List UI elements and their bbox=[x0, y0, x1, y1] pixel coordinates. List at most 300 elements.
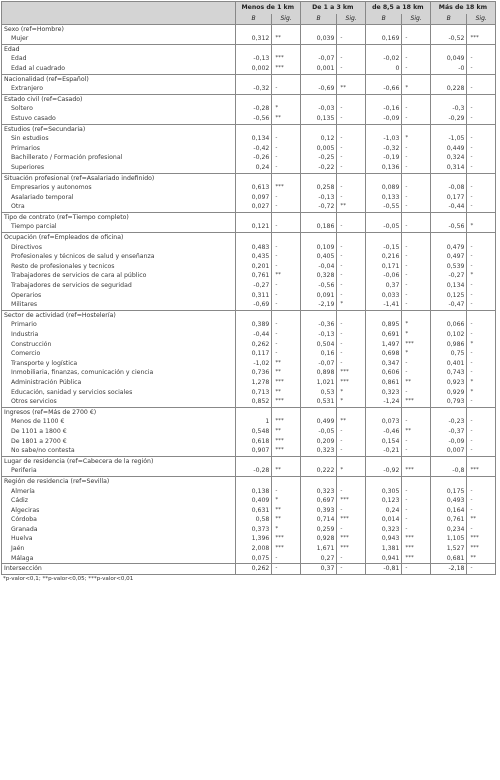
significance-cell: * bbox=[272, 104, 300, 114]
empty-cell bbox=[430, 407, 467, 417]
section-label: Tipo de contrato (ref=Tiempo completo) bbox=[2, 212, 236, 222]
empty-cell bbox=[300, 124, 337, 134]
significance-cell: ** bbox=[467, 554, 496, 564]
significance-cell: - bbox=[467, 487, 496, 497]
coefficient-cell: -0,47 bbox=[430, 300, 467, 310]
empty-cell bbox=[300, 44, 337, 54]
coefficient-cell: -0,08 bbox=[430, 183, 467, 193]
significance-cell: - bbox=[337, 163, 365, 173]
significance-cell: - bbox=[402, 300, 430, 310]
coefficient-cell: 0,177 bbox=[430, 193, 467, 203]
coefficient-cell: 0,123 bbox=[365, 496, 402, 506]
significance-cell: - bbox=[272, 252, 300, 262]
table-row bbox=[2, 525, 496, 535]
coefficient-cell: 0,039 bbox=[300, 34, 337, 44]
coefficient-cell: -0,02 bbox=[365, 54, 402, 64]
coefficient-cell: 0,37 bbox=[300, 564, 337, 575]
significance-cell: - bbox=[272, 134, 300, 144]
significance-cell: - bbox=[337, 153, 365, 163]
coefficient-cell: -0,23 bbox=[430, 417, 467, 427]
variable-label: Industria bbox=[11, 331, 39, 338]
significance-cell: - bbox=[272, 330, 300, 340]
empty-cell bbox=[272, 212, 300, 222]
table-row bbox=[2, 368, 496, 378]
variable-label: Córdoba bbox=[11, 516, 37, 524]
coefficient-cell: 0,618 bbox=[235, 437, 272, 447]
significance-cell: - bbox=[402, 144, 430, 154]
coefficient-cell: 0,743 bbox=[430, 368, 467, 378]
significance-cell: - bbox=[337, 487, 365, 497]
significance-cell: - bbox=[337, 271, 365, 281]
significance-cell: - bbox=[272, 554, 300, 564]
coefficient-cell: -0,3 bbox=[430, 104, 467, 114]
table-row bbox=[2, 144, 496, 154]
empty-cell bbox=[272, 24, 300, 34]
coefficient-cell: 0,262 bbox=[235, 340, 272, 350]
variable-label: Edad bbox=[11, 55, 27, 63]
significance-cell: - bbox=[467, 193, 496, 203]
coefficient-cell: 0,164 bbox=[430, 506, 467, 516]
coefficient-cell: 0,405 bbox=[300, 252, 337, 262]
table-row bbox=[2, 446, 496, 456]
section-label: Región de residencia (ref=Sevilla) bbox=[2, 476, 236, 486]
empty-cell bbox=[337, 476, 365, 486]
variable-label: Granada bbox=[11, 525, 38, 533]
coefficient-cell: 0,027 bbox=[235, 202, 272, 212]
significance-cell: - bbox=[337, 34, 365, 44]
empty-cell bbox=[402, 94, 430, 104]
coefficient-cell: -0,36 bbox=[300, 320, 337, 330]
coefficient-cell: 0,305 bbox=[365, 487, 402, 497]
variable-label: Operarios bbox=[11, 291, 42, 299]
coefficient-cell: 1,105 bbox=[430, 534, 467, 544]
variable-label: Otros servicios bbox=[11, 398, 57, 406]
coefficient-cell: 0,923 bbox=[430, 378, 467, 388]
coefficient-cell: -0,26 bbox=[235, 153, 272, 163]
empty-cell bbox=[235, 74, 272, 84]
empty-cell bbox=[430, 124, 467, 134]
empty-cell bbox=[402, 456, 430, 466]
subheader-sig: Sig. bbox=[402, 14, 430, 24]
coefficient-cell: -0,22 bbox=[300, 163, 337, 173]
variable-label: No sabe/no contesta bbox=[11, 447, 75, 455]
empty-cell bbox=[235, 233, 272, 243]
coefficient-cell: 0,347 bbox=[365, 359, 402, 369]
significance-cell: - bbox=[337, 359, 365, 369]
section-label: Ocupación (ref=Empleados de oficina) bbox=[2, 233, 236, 243]
significance-cell: *** bbox=[272, 183, 300, 193]
significance-cell: - bbox=[337, 320, 365, 330]
empty-cell bbox=[430, 310, 467, 320]
coefficient-cell: 0,314 bbox=[430, 163, 467, 173]
significance-cell: - bbox=[402, 564, 430, 575]
coefficient-cell: 0,097 bbox=[235, 193, 272, 203]
section-label: Lugar de residencia (ref=Cabecera de la región) bbox=[2, 456, 236, 466]
empty-cell bbox=[365, 44, 402, 54]
coefficient-cell: -0,21 bbox=[365, 446, 402, 456]
subheader-b: B bbox=[300, 14, 337, 24]
significance-cell: - bbox=[467, 368, 496, 378]
variable-label: Soltero bbox=[11, 105, 33, 113]
coefficient-cell: 0,049 bbox=[430, 54, 467, 64]
variable-label: Administración Pública bbox=[11, 378, 82, 386]
variable-label: Trabajadores de servicios de seguridad bbox=[11, 282, 132, 290]
significance-cell: *** bbox=[337, 534, 365, 544]
significance-cell: - bbox=[337, 446, 365, 456]
header-col-4: Más de 18 km bbox=[430, 2, 495, 15]
coefficient-cell: 0,713 bbox=[235, 388, 272, 398]
empty-cell bbox=[300, 310, 337, 320]
empty-cell bbox=[235, 24, 272, 34]
coefficient-cell: 0,531 bbox=[300, 397, 337, 407]
significance-cell: *** bbox=[402, 554, 430, 564]
coefficient-cell: 0,24 bbox=[365, 506, 402, 516]
empty-cell bbox=[430, 24, 467, 34]
coefficient-cell: -0,25 bbox=[300, 153, 337, 163]
significance-cell: - bbox=[402, 114, 430, 124]
subheader-b: B bbox=[365, 14, 402, 24]
coefficient-cell: -0,55 bbox=[365, 202, 402, 212]
significance-cell: - bbox=[402, 515, 430, 525]
coefficient-cell: 0,75 bbox=[430, 349, 467, 359]
significance-cell: - bbox=[467, 397, 496, 407]
coefficient-cell: 1,497 bbox=[365, 340, 402, 350]
coefficient-cell: 0,259 bbox=[300, 525, 337, 535]
empty-cell bbox=[300, 24, 337, 34]
table-header bbox=[2, 2, 496, 25]
coefficient-cell: -0,13 bbox=[300, 193, 337, 203]
empty-cell bbox=[337, 310, 365, 320]
coefficient-cell: -0,28 bbox=[235, 104, 272, 114]
empty-cell bbox=[300, 456, 337, 466]
empty-cell bbox=[337, 173, 365, 183]
variable-label: Estuvo casado bbox=[11, 114, 56, 122]
significance-cell: - bbox=[467, 134, 496, 144]
significance-cell: - bbox=[272, 202, 300, 212]
coefficient-cell: -0,13 bbox=[300, 330, 337, 340]
coefficient-cell: 0,323 bbox=[365, 525, 402, 535]
empty-cell bbox=[235, 476, 272, 486]
coefficient-cell: 0,186 bbox=[300, 222, 337, 232]
significance-cell: *** bbox=[272, 378, 300, 388]
subheader-sig: Sig. bbox=[467, 14, 496, 24]
variable-label: De 1801 a 2700 € bbox=[11, 437, 67, 445]
significance-cell: - bbox=[337, 193, 365, 203]
significance-cell: *** bbox=[467, 34, 496, 44]
coefficient-cell: 0,075 bbox=[235, 554, 272, 564]
significance-cell: - bbox=[402, 243, 430, 253]
empty-cell bbox=[337, 74, 365, 84]
significance-cell: - bbox=[272, 564, 300, 575]
empty-cell bbox=[402, 310, 430, 320]
table-row bbox=[2, 330, 496, 340]
empty-cell bbox=[467, 124, 496, 134]
significance-cell: *** bbox=[272, 417, 300, 427]
coefficient-cell: 0,409 bbox=[235, 496, 272, 506]
significance-cell: ** bbox=[272, 506, 300, 516]
significance-cell: - bbox=[467, 54, 496, 64]
coefficient-cell: 0,714 bbox=[300, 515, 337, 525]
significance-cell: ** bbox=[272, 427, 300, 437]
coefficient-cell: -0,72 bbox=[300, 202, 337, 212]
significance-cell: ** bbox=[272, 34, 300, 44]
section-label: Edad bbox=[2, 44, 236, 54]
empty-cell bbox=[467, 24, 496, 34]
significance-cell: ** bbox=[272, 271, 300, 281]
table-row bbox=[2, 544, 496, 554]
empty-cell bbox=[402, 407, 430, 417]
coefficient-cell: 0,138 bbox=[235, 487, 272, 497]
variable-label: Cádiz bbox=[11, 497, 29, 505]
significance-cell: - bbox=[337, 427, 365, 437]
coefficient-cell: 0,033 bbox=[365, 291, 402, 301]
section-label: Estado civil (ref=Casado) bbox=[2, 94, 236, 104]
significance-cell: *** bbox=[272, 446, 300, 456]
coefficient-cell: -0,37 bbox=[430, 427, 467, 437]
table-row bbox=[2, 193, 496, 203]
significance-cell: *** bbox=[402, 397, 430, 407]
significance-cell: - bbox=[402, 281, 430, 291]
significance-cell: - bbox=[272, 262, 300, 272]
significance-cell: ** bbox=[337, 202, 365, 212]
variable-label: Primario bbox=[11, 321, 37, 329]
significance-cell: - bbox=[337, 564, 365, 575]
variable-label: Bachillerato / Formación profesional bbox=[11, 154, 123, 162]
significance-cell: - bbox=[467, 300, 496, 310]
significance-cell: - bbox=[337, 64, 365, 74]
significance-cell: - bbox=[467, 163, 496, 173]
section-row bbox=[2, 407, 496, 417]
significance-cell: - bbox=[272, 487, 300, 497]
variable-label: Inmobiliaria, finanzas, comunicación y ciencia bbox=[11, 369, 154, 377]
significance-cell: ** bbox=[272, 359, 300, 369]
empty-cell bbox=[337, 407, 365, 417]
significance-cell: - bbox=[467, 281, 496, 291]
empty-cell bbox=[272, 94, 300, 104]
coefficient-cell: -0,56 bbox=[430, 222, 467, 232]
coefficient-cell: -0,27 bbox=[235, 281, 272, 291]
coefficient-cell: 0,373 bbox=[235, 525, 272, 535]
empty-cell bbox=[430, 94, 467, 104]
coefficient-cell: -0,56 bbox=[300, 281, 337, 291]
coefficient-cell: 0,37 bbox=[365, 281, 402, 291]
coefficient-cell: 0,691 bbox=[365, 330, 402, 340]
coefficient-cell: -0,44 bbox=[430, 202, 467, 212]
table-row bbox=[2, 378, 496, 388]
table-row bbox=[2, 291, 496, 301]
significance-cell: - bbox=[337, 243, 365, 253]
empty-cell bbox=[337, 24, 365, 34]
empty-cell bbox=[467, 212, 496, 222]
significance-cell: - bbox=[467, 64, 496, 74]
empty-cell bbox=[430, 44, 467, 54]
significance-cell: - bbox=[337, 437, 365, 447]
variable-label: Directivos bbox=[11, 243, 42, 251]
variable-label: Educación, sanidad y servicios sociales bbox=[11, 388, 133, 396]
coefficient-cell: 0,001 bbox=[300, 64, 337, 74]
variable-label: Profesionales y técnicos de salud y enseñanza bbox=[11, 253, 155, 261]
significance-cell: - bbox=[402, 252, 430, 262]
significance-cell: - bbox=[337, 525, 365, 535]
coefficient-cell: 0,002 bbox=[235, 64, 272, 74]
coefficient-cell: 0,089 bbox=[365, 183, 402, 193]
empty-cell bbox=[235, 212, 272, 222]
coefficient-cell: -0,32 bbox=[235, 84, 272, 94]
significance-cell: - bbox=[272, 153, 300, 163]
coefficient-cell: -0,04 bbox=[300, 262, 337, 272]
variable-label: Asalariado temporal bbox=[11, 193, 74, 201]
significance-cell: * bbox=[272, 496, 300, 506]
coefficient-cell: -0,81 bbox=[365, 564, 402, 575]
coefficient-cell: -0,92 bbox=[365, 466, 402, 476]
coefficient-cell: 1,381 bbox=[365, 544, 402, 554]
coefficient-cell: 0,493 bbox=[430, 496, 467, 506]
coefficient-cell: -0,19 bbox=[365, 153, 402, 163]
coefficient-cell: 0,58 bbox=[235, 515, 272, 525]
table-row bbox=[2, 183, 496, 193]
coefficient-cell: 0,311 bbox=[235, 291, 272, 301]
empty-cell bbox=[402, 124, 430, 134]
coefficient-cell: 1,527 bbox=[430, 544, 467, 554]
coefficient-cell: -0,52 bbox=[430, 34, 467, 44]
empty-cell bbox=[337, 94, 365, 104]
empty-cell bbox=[272, 173, 300, 183]
coefficient-cell: 0,134 bbox=[430, 281, 467, 291]
significance-cell: - bbox=[272, 300, 300, 310]
variable-label: Algeciras bbox=[11, 506, 40, 514]
coefficient-cell: 0,133 bbox=[365, 193, 402, 203]
coefficient-cell: 0,389 bbox=[235, 320, 272, 330]
section-label: Intersección bbox=[2, 564, 236, 575]
empty-cell bbox=[402, 173, 430, 183]
empty-cell bbox=[300, 233, 337, 243]
coefficient-cell: 0,201 bbox=[235, 262, 272, 272]
coefficient-cell: 0,497 bbox=[430, 252, 467, 262]
section-label: Sexo (ref=Hombre) bbox=[2, 24, 236, 34]
coefficient-cell: 0,134 bbox=[235, 134, 272, 144]
coefficient-cell: 0,24 bbox=[235, 163, 272, 173]
table-row bbox=[2, 84, 496, 94]
variable-label: Sin estudios bbox=[11, 135, 49, 143]
significance-cell: - bbox=[467, 437, 496, 447]
variable-label: Empresarios y autonomos bbox=[11, 184, 92, 192]
significance-cell: *** bbox=[337, 378, 365, 388]
significance-cell: * bbox=[402, 134, 430, 144]
coefficient-cell: -0 bbox=[430, 64, 467, 74]
coefficient-cell: 0,007 bbox=[430, 446, 467, 456]
header-col-1: Menos de 1 km bbox=[235, 2, 300, 15]
coefficient-cell: 0,328 bbox=[300, 271, 337, 281]
table-row bbox=[2, 252, 496, 262]
subheader-b: B bbox=[430, 14, 467, 24]
empty-cell bbox=[467, 456, 496, 466]
significance-cell: - bbox=[337, 349, 365, 359]
empty-cell bbox=[300, 212, 337, 222]
significance-cell: - bbox=[402, 291, 430, 301]
empty-cell bbox=[300, 74, 337, 84]
significance-cell: - bbox=[272, 291, 300, 301]
significance-cell: - bbox=[272, 349, 300, 359]
variable-label: Construcción bbox=[11, 340, 52, 348]
significance-cell: ** bbox=[272, 388, 300, 398]
significance-cell: * bbox=[467, 378, 496, 388]
coefficient-cell: 0,504 bbox=[300, 340, 337, 350]
coefficient-cell: 0,449 bbox=[430, 144, 467, 154]
table-body bbox=[2, 24, 496, 574]
significance-cell: - bbox=[467, 144, 496, 154]
significance-cell: *** bbox=[272, 64, 300, 74]
empty-cell bbox=[272, 74, 300, 84]
coefficient-cell: 0,401 bbox=[430, 359, 467, 369]
coefficient-cell: 0,499 bbox=[300, 417, 337, 427]
header-col-3: de 8,5 a 18 km bbox=[365, 2, 430, 15]
section-label: Sector de actividad (ref=Hostelería) bbox=[2, 310, 236, 320]
variable-label: Edad al cuadrado bbox=[11, 64, 66, 72]
empty-cell bbox=[467, 94, 496, 104]
coefficient-cell: 0,606 bbox=[365, 368, 402, 378]
variable-label: Militares bbox=[11, 301, 38, 309]
significance-cell: * bbox=[337, 388, 365, 398]
section-row bbox=[2, 44, 496, 54]
coefficient-cell: 0,014 bbox=[365, 515, 402, 525]
significance-cell: * bbox=[402, 349, 430, 359]
coefficient-cell: 0,943 bbox=[365, 534, 402, 544]
coefficient-cell: 0,986 bbox=[430, 340, 467, 350]
coefficient-cell: 0,117 bbox=[235, 349, 272, 359]
section-row bbox=[2, 124, 496, 134]
empty-cell bbox=[272, 310, 300, 320]
table-row bbox=[2, 114, 496, 124]
coefficient-cell: -0,29 bbox=[430, 114, 467, 124]
empty-cell bbox=[235, 407, 272, 417]
table-row bbox=[2, 202, 496, 212]
significance-cell: *** bbox=[337, 544, 365, 554]
empty-cell bbox=[272, 233, 300, 243]
coefficient-cell: -1,24 bbox=[365, 397, 402, 407]
table-row bbox=[2, 262, 496, 272]
section-label: Ingresos (ref=Más de 2700 €) bbox=[2, 407, 236, 417]
significance-cell: *** bbox=[272, 54, 300, 64]
variable-label: Menos de 1100 € bbox=[11, 418, 65, 426]
significance-cell: - bbox=[337, 134, 365, 144]
significance-cell: - bbox=[467, 330, 496, 340]
empty-cell bbox=[300, 94, 337, 104]
significance-cell: - bbox=[467, 104, 496, 114]
significance-cell: - bbox=[272, 243, 300, 253]
coefficient-cell: -0,07 bbox=[300, 359, 337, 369]
significance-cell: *** bbox=[337, 368, 365, 378]
coefficient-cell: 0,435 bbox=[235, 252, 272, 262]
significance-cell: - bbox=[467, 564, 496, 575]
coefficient-cell: 0,109 bbox=[300, 243, 337, 253]
empty-cell bbox=[365, 212, 402, 222]
coefficient-cell: 0,12 bbox=[300, 134, 337, 144]
significance-cell: - bbox=[467, 506, 496, 516]
subheader-b: B bbox=[235, 14, 272, 24]
coefficient-cell: 0,761 bbox=[430, 515, 467, 525]
coefficient-cell: 0,539 bbox=[430, 262, 467, 272]
table-row bbox=[2, 153, 496, 163]
significance-cell: *** bbox=[402, 534, 430, 544]
variable-label: Jaén bbox=[11, 545, 25, 553]
empty-cell bbox=[402, 233, 430, 243]
significance-cell: - bbox=[402, 388, 430, 398]
significance-cell: *** bbox=[337, 515, 365, 525]
coefficient-cell: 0,852 bbox=[235, 397, 272, 407]
significance-cell: - bbox=[337, 330, 365, 340]
coefficient-cell: 0,234 bbox=[430, 525, 467, 535]
empty-cell bbox=[272, 44, 300, 54]
